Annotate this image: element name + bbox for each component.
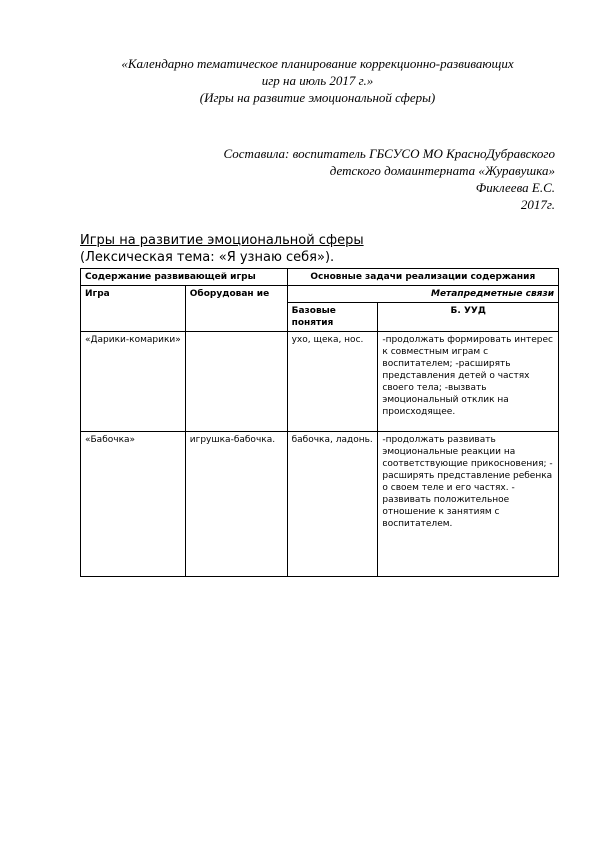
title-line-2: игр на июль 2017 г.» [261, 73, 374, 88]
header-tasks: Основные задачи реализации содержания [287, 269, 558, 286]
year: 2017г. [520, 197, 555, 212]
document-title-block [20, 55, 595, 106]
header-concepts: Базовые понятия [287, 303, 378, 332]
header-uud: Б. УУД [378, 303, 559, 332]
header-game: Игра [81, 286, 186, 332]
header-equipment: Оборудован ие [185, 286, 287, 332]
author-line-2: детского домаинтерната «Журавушка» [329, 163, 555, 178]
games-table [80, 268, 559, 577]
lexical-topic: (Лексическая тема: «Я узнаю себя»). [80, 250, 335, 265]
author-line-1: Составила: воспитатель ГБСУСО МО КрасноДубравского [223, 146, 555, 161]
author-block [0, 145, 555, 213]
cell-game: «Бабочка» [81, 432, 186, 577]
table-row [81, 332, 559, 432]
cell-equipment: игрушка-бабочка. [185, 432, 287, 577]
header-content: Содержание развивающей игры [81, 269, 288, 286]
table-subheader-row [81, 286, 559, 303]
cell-concepts: ухо, щека, нос. [287, 332, 378, 432]
section-heading [80, 232, 364, 266]
cell-concepts: бабочка, ладонь. [287, 432, 378, 577]
author-name: Фиклеева Е.С. [475, 180, 555, 195]
title-line-1: «Календарно тематическое планирование коррекционно-развивающих [121, 56, 514, 71]
cell-game: «Дарики-комарики» [81, 332, 186, 432]
header-meta: Метапредметные связи [287, 286, 558, 303]
section-title: Игры на развитие эмоциональной сферы [80, 233, 364, 248]
cell-uud: -продолжать развивать эмоциональные реакции на соответствующие прикосновения; - расширять представление ребенка о своем теле и его частях. - развивать положительное отношение к занятиям с воспитателем. [378, 432, 559, 577]
subtitle: (Игры на развитие эмоциональной сферы) [199, 90, 436, 105]
cell-equipment [185, 332, 287, 432]
table-row [81, 432, 559, 577]
cell-uud: -продолжать формировать интерес к совместным играм с воспитателем; -расширять представления детей о частях своего тела; -вызвать эмоциональный отклик на происходящее. [378, 332, 559, 432]
table-header-row [81, 269, 559, 286]
